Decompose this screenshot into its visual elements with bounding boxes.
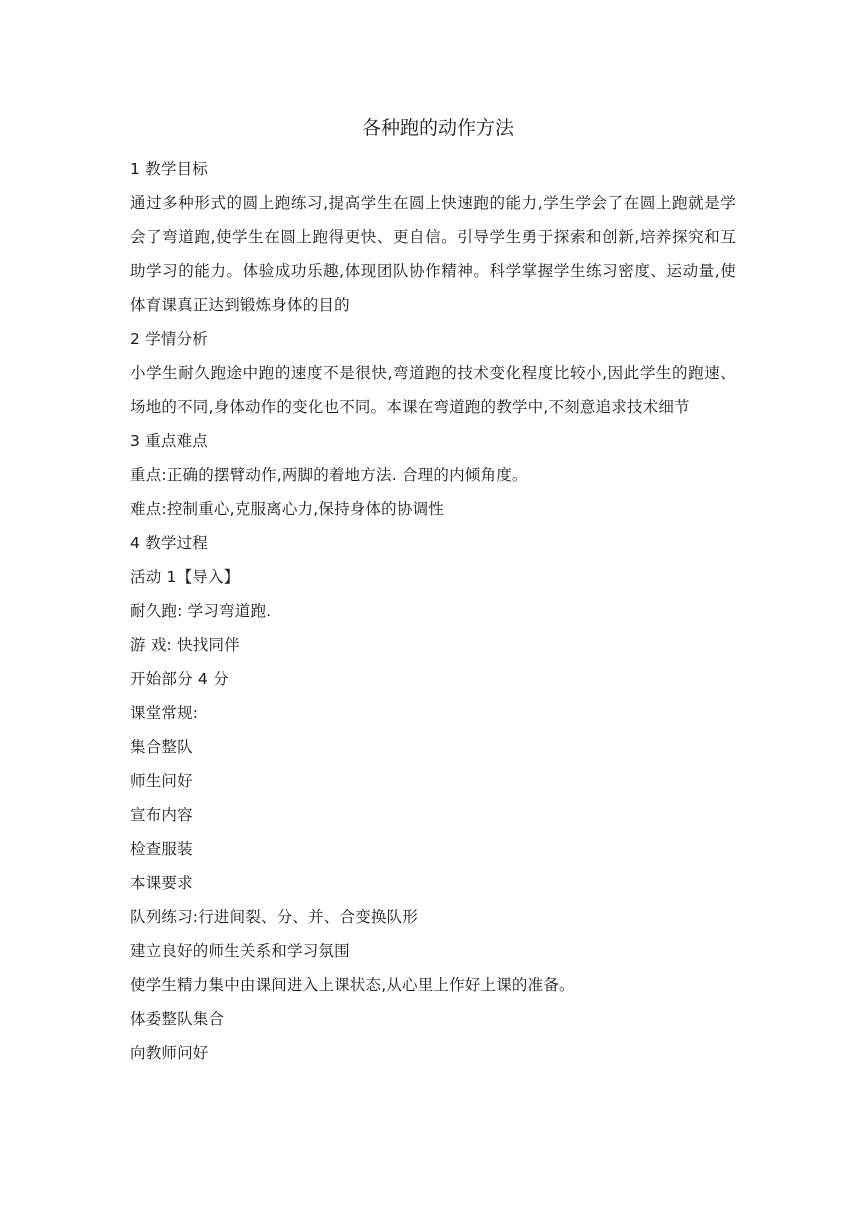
paragraph-difficulties: 难点:控制重心,克服离心力,保持身体的协调性	[130, 500, 444, 518]
paragraph-key-points: 重点:正确的摆臂动作,两脚的着地方法. 合理的内倾角度。	[130, 466, 528, 484]
line-build-relationship: 建立良好的师生关系和学习氛围	[130, 942, 350, 960]
line-assemble: 集合整队	[130, 738, 193, 756]
heading-key-difficulties: 3 重点难点	[130, 432, 208, 450]
line-focus-students: 使学生精力集中由课间进入上课状态,从心里上作好上课的准备。	[130, 976, 575, 994]
line-committee-assemble: 体委整队集合	[130, 1010, 225, 1028]
line-formation-practice: 队列练习:行进间裂、分、并、合变换队形	[130, 908, 419, 926]
line-announce-content: 宣布内容	[130, 806, 193, 824]
line-game: 游 戏: 快找同伴	[130, 636, 240, 654]
line-check-clothing: 检查服装	[130, 840, 193, 858]
document-title: 各种跑的动作方法	[361, 117, 514, 139]
document-body	[130, 152, 736, 1070]
line-greet-teacher: 向教师问好	[130, 1044, 209, 1062]
paragraph-student-analysis: 小学生耐久跑途中跑的速度不是很快,弯道跑的技术变化程度比较小,因此学生的跑速、场地的不同,身体动作的变化也不同。本课在弯道跑的教学中,不刻意追求技术细节	[130, 364, 736, 416]
line-class-requirements: 本课要求	[130, 874, 193, 892]
heading-teaching-goals: 1 教学目标	[130, 160, 208, 178]
line-greeting: 师生问好	[130, 772, 193, 790]
line-class-routine: 课堂常规:	[130, 704, 199, 722]
line-opening-section: 开始部分 4 分	[130, 670, 229, 688]
paragraph-teaching-goals: 通过多种形式的圆上跑练习,提高学生在圆上快速跑的能力,学生学会了在圆上跑就是学会了弯道跑,使学生在圆上跑得更快、更自信。引导学生勇于探索和创新,培养探究和互助学习的能力。体验成功乐趣,体现团队协作精神。科学掌握学生练习密度、运动量,使体育课真正达到锻炼身体的目的	[130, 194, 736, 314]
heading-student-analysis: 2 学情分析	[130, 330, 208, 348]
line-endurance-run: 耐久跑: 学习弯道跑.	[130, 602, 272, 620]
heading-teaching-process: 4 教学过程	[130, 534, 208, 552]
line-activity-intro: 活动 1【导入】	[130, 568, 240, 586]
